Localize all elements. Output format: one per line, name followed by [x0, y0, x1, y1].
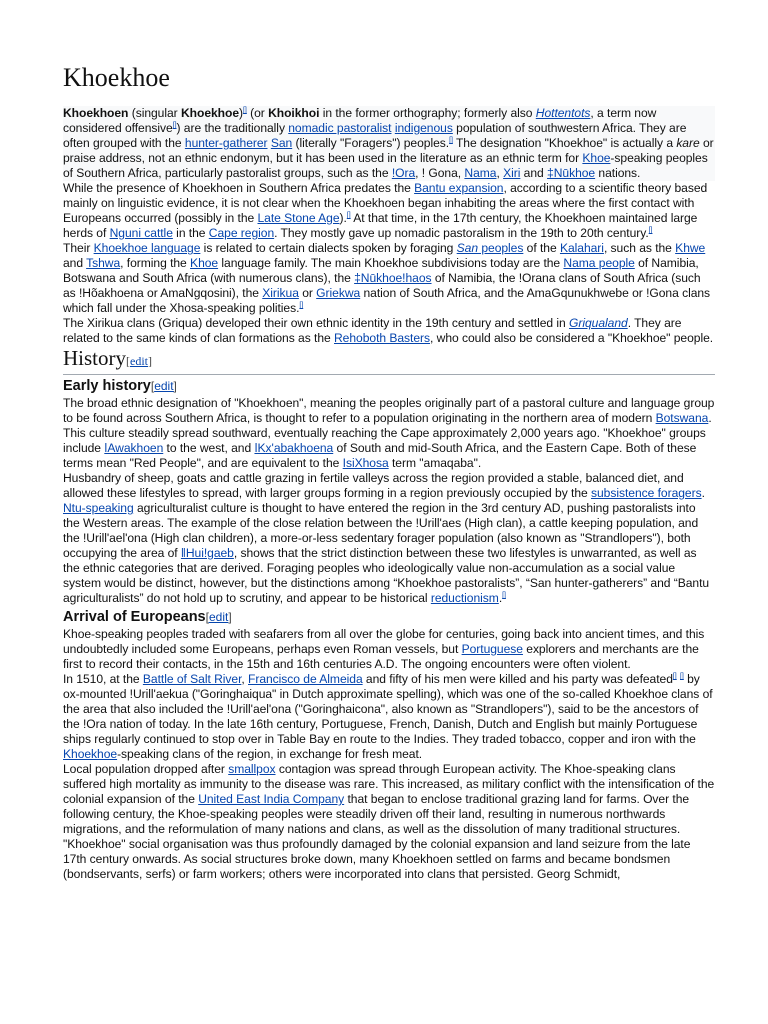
intro-paragraph: Khoekhoen (singular Khoekhoe)[] (or Khoikhoi in the former orthography; formerly also Hottentots, a term now considered offensive[]) are the traditionally nomadic pastoralist indigenous population of southwestern Africa. They are often grouped with the hunter-gatherer San (literally "Foragers") peoples.[] The designation "Khoekhoe" is actually a kare or praise address, not an ethnic endonym, but it has been used in the literature as an ethnic term for Khoe-speaking peoples of Southern Africa, particularly pastoralist groups, such as the !Ora, ! Gona, Nama, Xiri and ‡Nūkhoe nations.: [63, 106, 714, 180]
inline-link[interactable]: Hottentots: [535, 106, 591, 120]
inline-link[interactable]: Cape region: [208, 226, 275, 240]
inline-link[interactable]: ‡Nūkhoe!haos: [354, 271, 432, 285]
body-paragraph: "Khoekhoe" social organisation was thus profoundly damaged by the colonial expansion and land seizure from the late 17th century onwards. As social structures broke down, many Khoekhoen settled on farms and became bondsmen (bondservants, serfs) or farm workers; others were incorporated into clans that persisted. Georg Schmidt,: [63, 837, 691, 881]
intro-paragraph: While the presence of Khoekhoen in Southern Africa predates the Bantu expansion, according to a scientific theory based mainly on linguistic evidence, it is not clear when the Khoekhoen began inhabiting the areas where the first contact with Europeans occurred (possibly in the Late Stone Age).[] At that time, in the 17th century, the Khoekhoen maintained large herds of Nguni cattle in the Cape region. They mostly gave up nomadic pastoralism in the 19th to 20th century.[]: [63, 181, 708, 240]
subsection-heading-arrival: [63, 608, 715, 627]
inline-link[interactable]: indigenous: [394, 121, 453, 135]
inline-link[interactable]: Nama people: [563, 256, 635, 270]
inline-link[interactable]: San: [270, 136, 293, 150]
inline-link[interactable]: Kalahari: [559, 241, 604, 255]
body-paragraph: In 1510, at the Battle of Salt River, Francisco de Almeida and fifty of his men were killed and his party was defeated[] [] by ox-mounted !Urill'aekua ("Goringhaiqua" in Dutch approximate spelling), which was one of the so-called Khoekhoe clans of the area that also included the !Urill'ael'ona ("Goringhaicona", also known as "Strandlopers"), said to be the ancestors of the !Ora nation of today. In the late 16th century, Portuguese, French, Danish, Dutch and English but mainly Portuguese ships regularly continued to stop over in Table Bay en route to the Indies. They traded tobacco, copper and iron with the Khoekhoe-speaking clans of the region, in exchange for fresh meat.: [63, 672, 713, 761]
inline-link[interactable]: Nguni cattle: [109, 226, 173, 240]
reference-link[interactable]: []: [299, 301, 304, 309]
reference-link[interactable]: []: [680, 672, 684, 680]
inline-link[interactable]: subsistence foragers: [590, 486, 702, 500]
edit-link[interactable]: [edit]: [150, 379, 177, 393]
inline-link[interactable]: peoples: [478, 241, 524, 255]
inline-link[interactable]: nomadic pastoralist: [288, 121, 392, 135]
inline-link[interactable]: reductionism: [430, 591, 499, 605]
inline-link[interactable]: Griqualand: [569, 316, 628, 330]
inline-link[interactable]: Khoe: [190, 256, 219, 270]
inline-link[interactable]: Nama: [464, 166, 497, 180]
reference-link[interactable]: []: [648, 226, 653, 234]
reference-link[interactable]: []: [672, 672, 677, 680]
inline-link[interactable]: ǀKx'abakhoena: [254, 441, 334, 455]
edit-link[interactable]: [edit]: [205, 610, 232, 624]
inline-link[interactable]: Botswana: [655, 411, 709, 425]
reference-link[interactable]: []: [502, 591, 506, 599]
inline-link[interactable]: Tshwa: [86, 256, 121, 270]
inline-link[interactable]: Rehoboth Basters: [334, 331, 431, 345]
intro-paragraph: The Xirikua clans (Griqua) developed their own ethnic identity in the 19th century and settled in Griqualand. They are related to the same kinds of clan formations as the Rehoboth Basters, who could also be considered a "Khoekhoe" people.: [63, 316, 714, 345]
inline-link[interactable]: Late Stone Age: [257, 211, 340, 225]
inline-link[interactable]: ‡Nūkhoe: [547, 166, 596, 180]
section-heading-history: [63, 346, 715, 375]
inline-link[interactable]: !Ora: [391, 166, 416, 180]
inline-link[interactable]: Francisco de Almeida: [248, 672, 363, 686]
subsection-title: Arrival of Europeans: [63, 609, 206, 625]
inline-link[interactable]: Battle of Salt River: [142, 672, 242, 686]
subsection-heading-early-history: [63, 377, 715, 396]
inline-link[interactable]: Portuguese: [461, 642, 523, 656]
inline-link[interactable]: Khwe: [675, 241, 706, 255]
inline-link[interactable]: Griekwa: [316, 286, 361, 300]
inline-link[interactable]: Xiri: [503, 166, 521, 180]
reference-link[interactable]: []: [172, 121, 177, 129]
inline-link[interactable]: United East India Company: [198, 792, 345, 806]
inline-link[interactable]: Khoe: [582, 151, 611, 165]
body-paragraph: Husbandry of sheep, goats and cattle grazing in fertile valleys across the region provided a stable, balanced diet, and allowed these lifestyles to spread, with larger groups forming in a region previously occupied by the subsistence foragers. Ntu-speaking agriculturalist culture is thought to have entered the region in the 3rd century AD, pushing pastoralists into the Western areas. The example of the close relation between the !Urill'aes (High clan), a cattle keeping population, and the !Urill'ael'ona (High clan children), a more-or-less sedentary forager population (also known as "Strandlopers"), both occupying the area of ǁHuiǃgaeb, shows that the strict distinction between these two lifestyles is unwarranted, as well as the ethnic categories that are derived. Foraging peoples who ideologically value non-accumulation as a social value system would be distinct, however, but the distinctions among “Khoekhoe pastoralists”, “San hunter-gatherers” and “Bantu agriculturalists” do not hold up to scrutiny, and appear to be historical reductionism.[]: [63, 471, 710, 605]
inline-link[interactable]: Xirikua: [262, 286, 299, 300]
inline-link[interactable]: Khoekhoe: [63, 747, 118, 761]
inline-link[interactable]: hunter-gatherer: [184, 136, 268, 150]
inline-link[interactable]: ǀAwakhoen: [104, 441, 164, 455]
intro-paragraph: Their Khoekhoe language is related to certain dialects spoken by foraging San peoples of the Kalahari, such as the Khwe and Tshwa, forming the Khoe language family. The main Khoekhoe subdivisions today are the Nama people of Namibia, Botswana and South Africa (with numerous clans), the ‡Nūkhoe!haos of Namibia, the !Orana clans of South Africa (such as !Hõakhoena or AmaNgqosini), the Xirikua or Griekwa nation of South Africa, and the AmaGqunukhwebe or !Gona clans which fall under the Xhosa-speaking polities.[]: [63, 241, 711, 315]
subsection-title: Early history: [63, 378, 151, 394]
inline-link[interactable]: Khoekhoe language: [93, 241, 201, 255]
article: [63, 60, 715, 882]
inline-link[interactable]: San: [456, 241, 479, 255]
edit-link[interactable]: [edit]: [126, 354, 152, 368]
reference-link[interactable]: []: [346, 211, 351, 219]
reference-link[interactable]: []: [449, 136, 453, 144]
inline-link[interactable]: Ntu-speaking: [63, 501, 134, 515]
body-paragraph: Khoe-speaking peoples traded with seafarers from all over the globe for centuries, going back into ancient times, and this undoubtedly included some Europeans, perhaps even Roman vessels, but Portuguese explorers and merchants are the first to record their contacts, in the 15th and 16th centuries A.D. The ongoing encounters were often violent.: [63, 627, 705, 671]
inline-link[interactable]: IsiXhosa: [342, 456, 389, 470]
page-title: Khoekhoe: [63, 63, 170, 92]
inline-link[interactable]: ǁHuiǃgaeb: [180, 546, 234, 560]
inline-link[interactable]: smallpox: [228, 762, 276, 776]
body-paragraph: The broad ethnic designation of "Khoekhoen", meaning the peoples originally part of a pastoral culture and language group to be found across Southern Africa, is thought to refer to a population originating in the northern area of modern Botswana. This culture steadily spread southward, eventually reaching the Cape approximately 2,000 years ago. "Khoekhoe" groups include ǀAwakhoen to the west, and ǀKx'abakhoena of South and mid-South Africa, and the Eastern Cape. Both of these terms mean "Red People", and are equivalent to the IsiXhosa term "amaqaba".: [63, 396, 715, 470]
reference-link[interactable]: []: [243, 106, 247, 114]
section-title: History: [63, 346, 126, 370]
body-paragraph: Local population dropped after smallpox contagion was spread through European activity. The Khoe-speaking clans suffered high mortality as immunity to the disease was rare. This increased, as military conflict with the intensification of the colonial expansion of the United East India Company that began to enclose traditional grazing land for farms. Over the following century, the Khoe-speaking peoples were steadily driven off their land, resulting in numerous northwards migrations, and the reformulation of many nations and clans, as well as the dissolution of many traditional structures.: [63, 762, 715, 836]
inline-link[interactable]: Bantu expansion: [414, 181, 504, 195]
